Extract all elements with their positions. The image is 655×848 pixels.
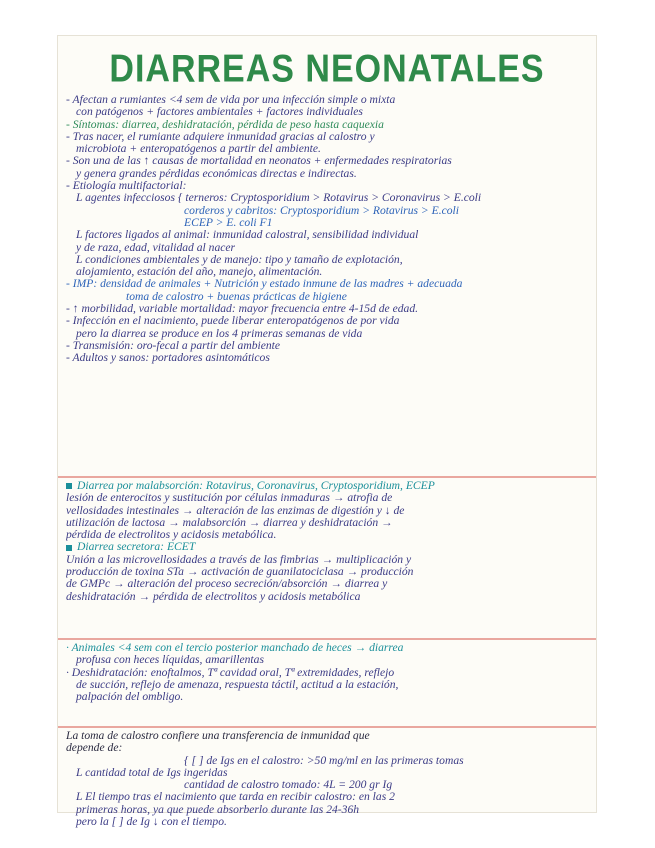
note-page [58,36,596,829]
text-line: y de raza, edad, vitalidad al nacer [76,241,236,254]
text-line: primeras horas, ya que puede absorberlo durante las 24-36h [76,803,360,816]
text-line: deshidratación → pérdida de electrolitos y acidosis metabólica [66,590,361,603]
text-line: pero la [ ] de Ig ↓ con el tiempo. [76,816,227,829]
text-line: L El tiempo tras el nacimiento que tarda en recibir calostro: en las 2 [76,791,395,804]
text-line: L factores ligados al animal: inmunidad calostral, sensibilidad individual [76,229,419,242]
text-line: toma de calostro + buenas prácticas de higiene [126,290,347,303]
text-line: - Síntomas: diarrea, deshidratación, pérdida de peso hasta caquexia [66,118,384,131]
text-line: - Adultos y sanos: portadores asintomáticos [66,352,270,365]
section-divider [58,638,596,640]
text-line: L condiciones ambientales y de manejo: tipo y tamaño de explotación, [76,253,403,266]
text-line: cantidad de calostro tomado: 4L = 200 gr Ig [184,779,393,792]
text-line: { [ ] de Igs en el calostro: >50 mg/ml en las primeras tomas [184,754,464,767]
text-line: con patógenos + factores ambientales + factores individuales [76,106,363,119]
text-line: - Infección en el nacimiento, puede liberar enteropatógenos de por vida [66,315,400,328]
text-line: microbiota + enteropatógenos a partir del ambiente. [76,143,321,156]
text-line: depende de: [66,742,123,755]
bullet-icon [66,545,72,551]
text-line: Unión a las microvellosidades a través de las fimbrias → multiplicación y [66,553,412,566]
text-line: pero la diarrea se produce en los 4 primeras semanas de vida [76,327,363,340]
text-line: - Afectan a rumiantes <4 sem de vida por una infección simple o mixta [66,94,396,106]
text-line: · Animales <4 sem con el tercio posterior manchado de heces → diarrea [66,642,404,654]
text-line: L agentes infecciosos { terneros: Cryptosporidium > Rotavirus > Coronavirus > E.coli [76,192,482,205]
text-line: - Tras nacer, el rumiante adquiere inmunidad gracias al calostro y [66,130,375,143]
text-line: - Son una de las ↑ causas de mortalidad en neonatos + enfermedades respiratorias [66,155,452,168]
text-line: ECEP > E. coli F1 [184,216,273,229]
section-general [66,94,588,474]
text-line: Diarrea secretora: ECET [66,541,588,553]
text-line: utilización de lactosa → malabsorción → diarrea y deshidratación → [66,516,393,529]
text-line: de succión, reflejo de amenaza, respuesta táctil, actitud a la estación, [76,678,399,691]
text-line: - IMP: densidad de animales + Nutrición y estado inmune de las madres + adecuada [66,278,463,291]
text-line: profusa con heces líquidas, amarillentas [76,654,264,667]
text-line: · Deshidratación: enoftalmos, Tª cavidad oral, Tª extremidades, reflejo [66,666,395,679]
text-line: - ↑ morbilidad, variable mortalidad: mayor frecuencia entre 4-15d de edad. [66,303,419,316]
text-line: La toma de calostro confiere una transferencia de inmunidad que [66,730,370,742]
section-divider [58,726,596,728]
text-line: L cantidad total de Igs ingeridas [76,766,228,779]
text-line: Diarrea por malabsorción: Rotavirus, Coronavirus, Cryptosporidium, ECEP [66,480,588,492]
text-line: alojamiento, estación del año, manejo, alimentación. [76,266,323,279]
section-colostrum [66,730,588,842]
text-line: palpación del ombligo. [76,691,184,704]
section-clinical [66,642,588,726]
bullet-icon [66,483,72,489]
text-line: - Etiología multifactorial: [66,180,187,193]
page-title: DIARREAS NEONATALES [109,47,545,91]
text-line: vellosidades intestinales → alteración de las enzimas de digestión y ↓ de [66,504,405,517]
text-line: lesión de enterocitos y sustitución por células inmaduras → atrofia de [66,492,393,505]
section-pathogenesis [66,480,588,635]
section-divider [58,476,596,478]
text-line: corderos y cabritos: Cryptosporidium > Rotavirus > E.coli [184,204,459,217]
text-line: de GMPc → alteración del proceso secreción/absorción → diarrea y [66,578,388,591]
text-line: producción de toxina STa → activación de guanilatociclasa → producción [66,566,414,579]
text-line: pérdida de electrolitos y acidosis metabólica. [66,529,277,542]
text-line: y genera grandes pérdidas económicas directas e indirectas. [76,167,357,180]
text-line: - Transmisión: oro-fecal a partir del ambiente [66,339,281,352]
